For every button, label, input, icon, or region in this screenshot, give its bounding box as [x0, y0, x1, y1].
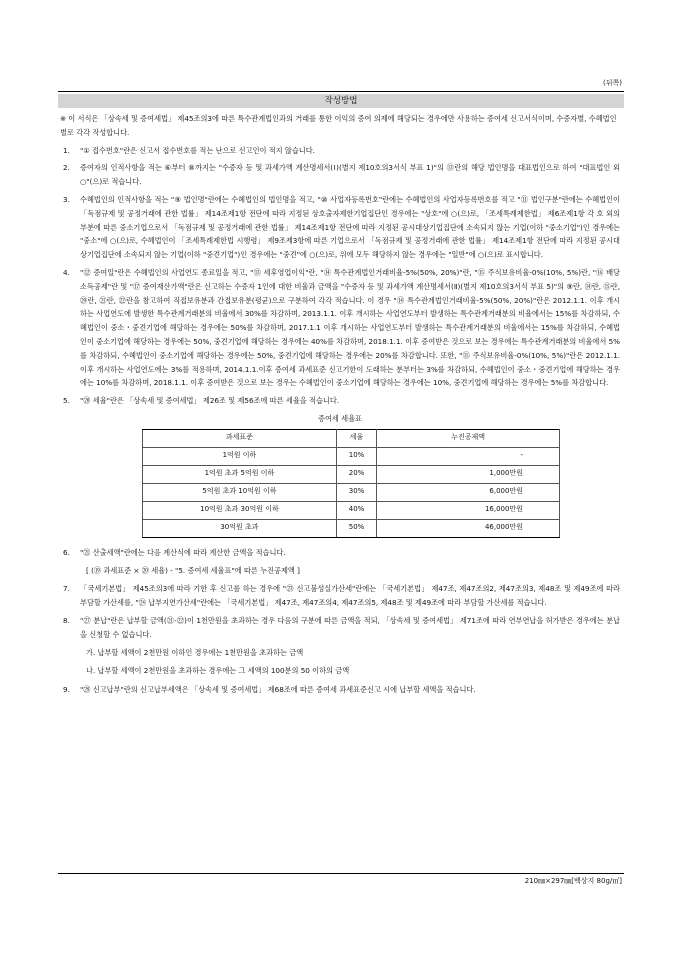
item-text: 수혜법인의 인적사항을 적는 "⑨ 법인명"란에는 수혜법인의 법인명을 적고, "⑩ 사업자등록번호"란에는 수혜법인의 사업자등록번호를 적고 "⑪ 법인구분"란에는 수혜법인이 「독점규제 및 공정거래에 관한 법률」 제14조제1항 전단에 따라 지정된 상호출자제한기업집단인 경우에는 "상호"에 ○(으)로, 「조세특례제한법」 제6조제1항 각 호 외의 부분에 따른 중소기업으로서 「독점규제 및 공정거래에 관한 법률」 제14조제1항 전단에 따라 지정된 공시대상기업집단에 소속되지 않는 기업(이하 "중소기업")인 경우에는 "중소"에 ○(으)로, 수혜법인이 「조세특례제한법 시행령」 제9조제3항에 따른 기업으로서 「독점규제 및 공정거래에 관한 법률」 제14조제1항 전단에 따라 지정된 공시대상기업집단에 소속되지 않는 기업(이하 "중견기업")인 경우에는 "중견"에 ○(으)로, 위에 모두 해당하지 않는 경우에는 "일반"에 ○(으)로 표시합니다. [80, 194, 620, 260]
cell-tax-rate: 30% [336, 483, 376, 501]
cell-tax-rate: 10% [336, 447, 376, 465]
instruction-item [60, 144, 620, 158]
item-number: 1. [63, 145, 70, 155]
tax-rate-table [142, 429, 560, 538]
cell-tax-base: 5억원 초과 10억원 이하 [143, 483, 337, 501]
item-text: 증여자의 인적사항을 적는 ⑥부터 ⑧까지는 "수증자 등 및 과세가액 계산명세서(Ⅰ)(별지 제10호의3서식 부표 1)"의 ⑬란의 해당 법인명을 대표법인으로 하여 "대표법인 외 ○"(으)로 적습니다. [80, 163, 620, 187]
instruction-item [60, 193, 620, 262]
cell-tax-base: 30억원 초과 [143, 519, 337, 537]
instruction-list [60, 546, 620, 560]
item-text: 「국세기본법」 제45조의3에 따라 기한 후 신고를 하는 경우에 "㉓ 신고불성실가산세"란에는 「국세기본법」 제47조, 제47조의2, 제47조의3, 제48조 및 제49조에 따라 부담할 가산세를, "㉔ 납부지연가산세"란에는 「국세기본법」 제47조, 제47조의4, 제47조의5, 제48조 및 제49조에 따라 부담할 가산세를 적습니다. [80, 584, 620, 608]
item-number: 3. [63, 194, 70, 204]
instructions-body [60, 112, 620, 701]
instruction-list [60, 582, 620, 641]
header-deduction: 누진공제액 [377, 429, 560, 447]
instruction-item [60, 546, 620, 560]
instruction-item [60, 582, 620, 610]
sub-item: 나. 납부할 세액이 2천만원을 초과하는 경우에는 그 세액의 100분의 50 이하의 금액 [86, 666, 350, 676]
item-number: 4. [63, 267, 70, 277]
paper-size-note: 210㎜×297㎜[백상지 80g/㎡] [524, 877, 622, 885]
calculation-formula: [ (⑲ 과세표준 × ⑳ 세율) - "5. 증여세 세율표"에 따른 누진공제액 ] [86, 565, 300, 575]
instruction-list [60, 144, 620, 408]
table-row [143, 483, 560, 501]
header-tax-rate: 세율 [336, 429, 376, 447]
sub-item: 가. 납부할 세액이 2천만원 이하인 경우에는 1천만원을 초과하는 금액 [86, 647, 304, 657]
cell-deduction: 6,000만원 [377, 483, 560, 501]
table-row [143, 447, 560, 465]
cell-deduction: - [377, 447, 560, 465]
cell-tax-rate: 40% [336, 501, 376, 519]
cell-deduction: 1,000만원 [377, 465, 560, 483]
instruction-item [60, 266, 620, 390]
cell-tax-base: 1억원 이하 [143, 447, 337, 465]
table-row [143, 519, 560, 537]
instruction-item [60, 161, 620, 189]
page-side-label: (뒤쪽) [603, 79, 622, 87]
item-text: "① 접수번호"란은 신고서 접수번호를 적는 난으로 신고인이 적지 않습니다. [80, 145, 315, 155]
tax-table-header-row [143, 429, 560, 447]
item-number: 8. [63, 615, 70, 625]
item-text: "㉑ 산출세액"란에는 다음 계산식에 따라 계산한 금액을 적습니다. [80, 547, 286, 557]
item-number: 2. [63, 163, 70, 173]
cell-tax-base: 10억원 초과 30억원 이하 [143, 501, 337, 519]
item-text: "⑳ 세율"란은 「상속세 및 증여세법」 제26조 및 제56조에 따른 세율을 적습니다. [80, 396, 340, 406]
header-tax-base: 과세표준 [143, 429, 337, 447]
instruction-item [60, 394, 620, 408]
item-number: 7. [63, 584, 70, 594]
section-title: 작성방법 [58, 94, 624, 108]
tax-table-caption: 증여세 세율표 [318, 413, 362, 423]
item-text: "㉗ 분납"란은 납부할 금액(㉑-㉒)이 1천만원을 초과하는 경우 다음의 구분에 따른 금액을 적되, 「상속세 및 증여세법」 제71조에 따라 연부연납을 허가받은 경우에는 분납을 신청할 수 없습니다. [80, 615, 620, 639]
table-row [143, 465, 560, 483]
cell-deduction: 16,000만원 [377, 501, 560, 519]
item-text: "⑫ 증여일"란은 수혜법인의 사업연도 종료일을 적고, "⑬ 세후영업이익"란, "⑭ 특수관계법인거래비율-5%(50%, 20%)"란, "⑮ 주식보유비율-0%(10%, 5%)란, "⑯ 배당소득공제"란 및 "⑰ 증여재산가액"란은 신고하는 수증자 1인에 대한 비율과 금액을 "수증자 등 및 과세가액 계산명세서(Ⅱ)(별지 제10호의3서식 부표 5)"의 ⑨란, ⑭란, ⑮란, ⑳란, ㉑란, ㉒란을 참고하여 직접보유분과 간접보유분(평균)으로 구분하여 각각 적습니다. 이 경우 "⑭ 특수관계법인거래비율-5%(50%, 20%)"란은 2012.1.1. 이후 개시하는 사업연도에 발생한 특수관계거래분의 비율에서 30%를 차감하며, 2013.1.1. 이후 개시하는 사업연도부터 발생하는 특수관계거래분의 비율에서는 15%를 차감하되, 수혜법인이 중소・중견기업에 해당하는 경우에는 50%를 차감하며, 2017.1.1 이후 개시하는 사업연도부터 발생하는 특수관계거래분의 비율에서는 15%를 차감하되, 수혜법인이 중소기업에 해당하는 경우에는 50%, 중견기업에 해당하는 경우에는 40%를 차감하며, 2018.1.1. 이후 증여받은 것으로 보는 경우에는 특수관계거래분의 비율에서 5%를 차감하되, 수혜법인이 중소기업에 해당하는 경우에는 50%, 중견기업에 해당하는 경우에는 20%를 차감합니다. 또한, "⑮ 주식보유비율-0%(10%, 5%)"란은 2012.1.1. 이후 개시하는 사업연도에는 3%를 적용하며, 2014.1.1.이후 증여세 과세표준 신고기한이 도래하는 분부터는 3%를 차감하되, 수혜법인이 중소・중견기업에 해당하는 경우에는 10%를 차감하며, 2018.1.1. 이후 증여받은 것으로 보는 경우는 수혜법인이 중소기업에 해당하는 경우에는 10%, 중견기업에 해당하는 경우에는 5%를 차감합니다. [80, 267, 620, 388]
top-rule [58, 91, 624, 92]
cell-tax-base: 1억원 초과 5억원 이하 [143, 465, 337, 483]
intro-note: ※ 이 서식은 「상속세 및 증여세법」 제45조의3에 따른 특수관계법인과의 거래를 통한 이익의 증여 의제에 해당되는 경우에만 사용하는 증여세 신고서식이며, 수증자별, 수혜법인별로 각각 작성합니다. [60, 114, 617, 137]
table-row [143, 501, 560, 519]
item-number: 5. [63, 396, 70, 406]
instruction-item [60, 614, 620, 642]
cell-tax-rate: 50% [336, 519, 376, 537]
cell-tax-rate: 20% [336, 465, 376, 483]
item-text: "㉘ 신고납부"란의 신고납부세액은 「상속세 및 증여세법」 제68조에 따른 증여세 과세표준신고 시에 납부할 세액을 적습니다. [80, 685, 476, 695]
instruction-item [60, 683, 620, 697]
item-number: 6. [63, 547, 70, 557]
cell-deduction: 46,000만원 [377, 519, 560, 537]
bottom-rule [58, 873, 624, 874]
item-number: 9. [63, 685, 70, 695]
